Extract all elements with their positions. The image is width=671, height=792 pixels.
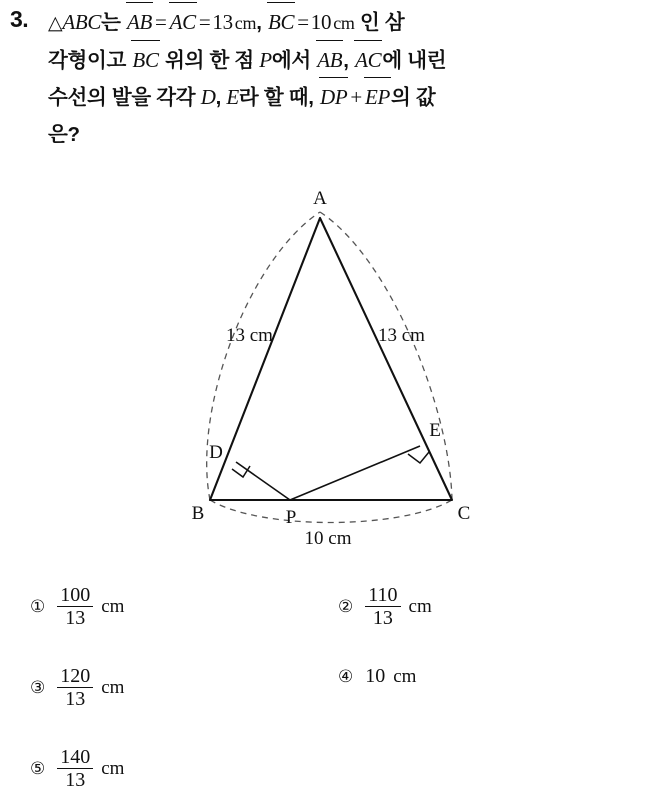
math-token: ,	[256, 11, 267, 34]
math-token: =	[297, 10, 309, 34]
math-token: 13	[212, 10, 233, 34]
math-token: ,	[215, 86, 227, 109]
fraction-denominator: 13	[57, 687, 93, 710]
svg-text:E: E	[429, 420, 441, 441]
math-token: cm	[333, 13, 355, 33]
math-token: AC	[169, 4, 197, 41]
svg-text:P: P	[285, 507, 297, 528]
choice-fraction	[57, 665, 93, 711]
choice-1[interactable]	[30, 584, 124, 630]
choice-marker: ⑤	[30, 758, 46, 778]
math-token: cm	[234, 13, 257, 33]
math-token: ,	[343, 49, 355, 72]
question-text	[48, 4, 658, 153]
math-token: 에서	[271, 49, 317, 72]
math-token: 는	[101, 11, 126, 34]
question-line-2	[48, 42, 658, 79]
math-token: AB	[126, 4, 153, 41]
math-token: 위의 한 점	[159, 49, 260, 72]
math-token: 인 삼	[354, 11, 405, 34]
fraction-denominator: 13	[57, 606, 93, 629]
choice-unit: cm	[408, 595, 432, 617]
math-token: BC	[267, 4, 295, 41]
math-token: EP	[364, 79, 391, 116]
choice-marker: ①	[30, 596, 46, 616]
math-token: BC	[131, 42, 159, 79]
choice-unit: cm	[393, 665, 417, 687]
fraction-numerator: 140	[60, 746, 91, 768]
math-token: E	[226, 85, 239, 109]
math-token: ABC	[62, 10, 102, 34]
math-token: 은?	[48, 123, 80, 146]
math-token: +	[350, 85, 362, 109]
svg-text:A: A	[313, 188, 327, 209]
choice-4[interactable]	[338, 665, 416, 688]
math-token: 의 값	[391, 86, 436, 109]
svg-text:C: C	[457, 503, 471, 524]
fraction-denominator: 13	[57, 768, 93, 791]
triangle-figure	[150, 178, 530, 548]
svg-text:D: D	[209, 442, 223, 463]
math-token: AB	[316, 42, 343, 79]
choice-marker: ④	[338, 666, 354, 686]
fraction-numerator: 110	[368, 584, 398, 606]
question-line-1	[48, 4, 658, 42]
math-token: 수선의 발을 각각	[48, 86, 201, 109]
question-line-3	[48, 79, 658, 116]
question-number: 3.	[10, 6, 29, 32]
choice-unit: cm	[101, 757, 125, 779]
choice-unit: cm	[101, 595, 125, 617]
math-token: 각형이고	[48, 49, 132, 72]
choice-5[interactable]	[30, 746, 124, 792]
choice-marker: ②	[338, 596, 354, 616]
svg-text:B: B	[191, 503, 205, 524]
math-token: P	[259, 48, 272, 72]
math-token: DP	[319, 79, 348, 116]
svg-text:13 cm: 13 cm	[378, 325, 425, 346]
math-token: =	[198, 10, 211, 34]
math-token: △	[48, 13, 63, 34]
choice-unit: cm	[101, 676, 125, 698]
math-token: 에 내린	[382, 49, 447, 72]
svg-text:10 cm: 10 cm	[304, 528, 352, 548]
math-token: 라 할 때,	[238, 86, 320, 109]
choice-3[interactable]	[30, 665, 124, 711]
math-token: =	[155, 10, 167, 34]
choice-fraction	[365, 584, 400, 630]
choice-fraction	[57, 584, 93, 630]
choice-marker: ③	[30, 677, 46, 697]
choice-fraction	[57, 746, 93, 792]
math-token: D	[200, 85, 216, 109]
choice-2[interactable]	[338, 584, 432, 630]
fraction-numerator: 100	[60, 584, 91, 606]
math-token: 10	[310, 10, 332, 34]
question-line-4	[48, 116, 658, 153]
choice-value: 10	[365, 665, 386, 687]
fraction-numerator: 120	[60, 665, 91, 687]
fraction-denominator: 13	[365, 606, 400, 629]
svg-text:13 cm: 13 cm	[226, 325, 273, 346]
math-token: AC	[354, 42, 382, 79]
